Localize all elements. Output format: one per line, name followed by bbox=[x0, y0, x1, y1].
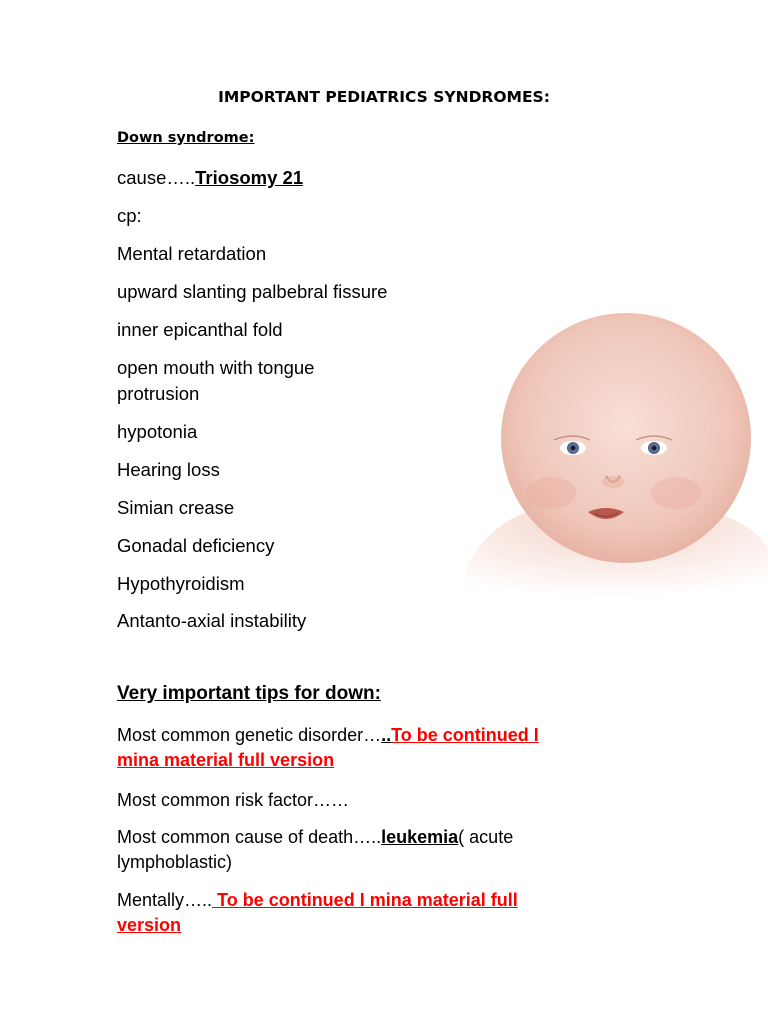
tip-mentally-line2 bbox=[117, 912, 181, 938]
tip-death-line1 bbox=[117, 824, 513, 850]
feature-item: Hypothyroidism bbox=[117, 573, 245, 594]
tip3-prefix: Most common cause of death….. bbox=[117, 827, 382, 847]
feature-item: hypotonia bbox=[117, 421, 198, 442]
cause-line bbox=[117, 165, 303, 191]
feature-item: inner epicanthal fold bbox=[117, 319, 283, 340]
feature-item: Mental retardation bbox=[117, 243, 267, 264]
page-title: IMPORTANT PEDIATRICS SYNDROMES: bbox=[218, 88, 550, 106]
feature-item: Antanto-axial instability bbox=[117, 610, 307, 631]
infant-illustration bbox=[456, 298, 768, 598]
tips-heading: Very important tips for down: bbox=[117, 683, 381, 704]
tip-mentally-line1 bbox=[117, 887, 518, 913]
cause-value: Triosomy 21 bbox=[195, 167, 304, 188]
tip-genetic-line2 bbox=[117, 747, 334, 773]
feature-item: Hearing loss bbox=[117, 459, 220, 480]
cp-label: cp: bbox=[117, 205, 142, 226]
tip-risk-factor: Most common risk factor…… bbox=[117, 790, 350, 810]
tip1-red-link-continued[interactable]: mina material full version bbox=[117, 750, 335, 770]
tip1-prefix: Most common genetic disorder… bbox=[117, 725, 382, 745]
section-heading-down-syndrome: Down syndrome: bbox=[117, 130, 255, 146]
feature-item: open mouth with tongue bbox=[117, 357, 315, 378]
tip1-dots: .. bbox=[381, 725, 392, 745]
tip4-red-link-continued[interactable]: version bbox=[117, 915, 182, 935]
tip4-prefix: Mentally….. bbox=[117, 890, 213, 910]
tip-genetic-line1 bbox=[117, 722, 539, 748]
feature-item: upward slanting palbebral fissure bbox=[117, 281, 388, 302]
feature-item: protrusion bbox=[117, 383, 200, 404]
tip4-red-link[interactable]: To be continued I mina material full bbox=[212, 890, 518, 910]
feature-item: Simian crease bbox=[117, 497, 235, 518]
tip-death-line2: lymphoblastic) bbox=[117, 852, 233, 872]
feature-item: Gonadal deficiency bbox=[117, 535, 275, 556]
tip1-red-link[interactable]: To be continued I bbox=[391, 725, 539, 745]
tip3-leukemia: leukemia bbox=[381, 827, 459, 847]
cause-prefix: cause….. bbox=[117, 167, 196, 188]
tip3-suffix: ( acute bbox=[458, 827, 514, 847]
